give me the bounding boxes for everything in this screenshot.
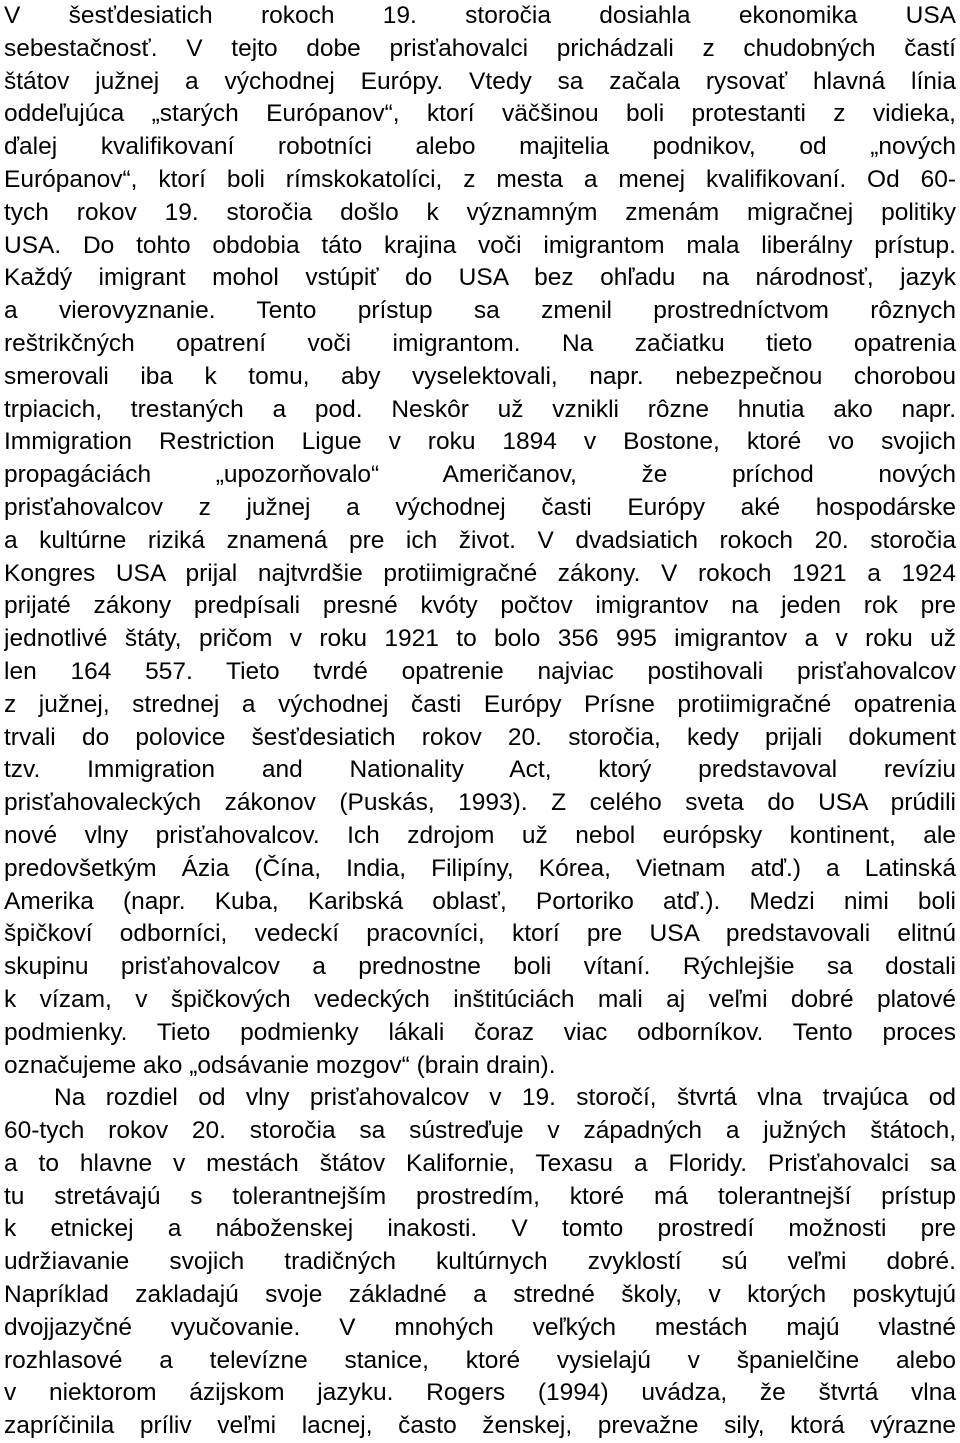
- text-line: tu stretávajú s tolerantnejším prostredím, ktoré má tolerantnejší prístup: [4, 1182, 956, 1210]
- text-line: v niektorom ázijskom jazyku. Rogers (1994) uvádza, že štvrtá vlna: [4, 1379, 956, 1407]
- text-line: reštrikčných opatrení voči imigrantom. Na začiatku tieto opatrenia: [4, 329, 956, 357]
- text-line: a to hlavne v mestách štátov Kalifornie, Texasu a Floridy. Prisťahovalci sa: [4, 1149, 956, 1177]
- text-line: štátov južnej a východnej Európy. Vtedy sa začala rysovať hlavná línia: [4, 67, 956, 95]
- paragraph-first-line: Na rozdiel od vlny prisťahovalcov v 19. storočí, štvrtá vlna trvajúca od: [54, 1084, 956, 1112]
- text-line: sebestačnosť. V tejto dobe prisťahovalci prichádzali z chudobných častí: [4, 34, 956, 62]
- text-line: udržiavanie svojich tradičných kultúrnych zvyklostí sú veľmi dobré.: [4, 1248, 956, 1276]
- text-line: prisťahovaleckých zákonov (Puskás, 1993). Z celého sveta do USA prúdili: [4, 789, 956, 817]
- text-line: V šesťdesiatich rokoch 19. storočia dosiahla ekonomika USA: [4, 2, 956, 29]
- text-line: z južnej, strednej a východnej časti Európy Prísne protiimigračné opatrenia: [4, 690, 956, 718]
- text-line: zapríčinila príliv veľmi lacnej, často ženskej, prevažne sily, ktorá výrazne: [4, 1412, 956, 1440]
- paragraph-last-line: označujeme ako „odsávanie mozgov“ (brain drain).: [4, 1051, 556, 1079]
- text-line: USA. Do tohto obdobia táto krajina voči imigrantom mala liberálny prístup.: [4, 231, 956, 259]
- text-line: k vízam, v špičkových vedeckých inštitúciách mali aj veľmi dobré platové: [4, 985, 956, 1013]
- text-line: Napríklad zakladajú svoje základné a stredné školy, v ktorých poskytujú: [4, 1281, 956, 1309]
- text-line: propagáciách „upozorňovalo“ Američanov, že príchod nových: [4, 461, 956, 489]
- document-page: [4, 0, 956, 1443]
- text-line: trpiacich, trestaných a pod. Neskôr už vznikli rôzne hnutia ako napr.: [4, 395, 956, 423]
- text-line: prisťahovalcov z južnej a východnej časti Európy aké hospodárske: [4, 493, 956, 521]
- text-line: Amerika (napr. Kuba, Karibská oblasť, Portoriko atď.). Medzi nimi boli: [4, 887, 956, 915]
- text-line: rozhlasové a televízne stanice, ktoré vysielajú v španielčine alebo: [4, 1346, 956, 1374]
- text-line: predovšetkým Ázia (Čína, India, Filipíny, Kórea, Vietnam atď.) a Latinská: [4, 854, 956, 882]
- text-line: a vierovyznanie. Tento prístup sa zmenil prostredníctvom rôznych: [4, 297, 956, 325]
- text-line: 60-tych rokov 20. storočia sa sústreďuje v západných a južných štátoch,: [4, 1117, 956, 1145]
- text-line: jednotlivé štáty, pričom v roku 1921 to bolo 356 995 imigrantov a v roku už: [4, 625, 956, 653]
- text-line: skupinu prisťahovalcov a prednostne boli vítaní. Rýchlejšie sa dostali: [4, 953, 956, 981]
- text-line: podmienky. Tieto podmienky lákali čoraz viac odborníkov. Tento proces: [4, 1018, 956, 1046]
- text-line: tych rokov 19. storočia došlo k významným zmenám migračnej politiky: [4, 198, 956, 226]
- text-line: Kongres USA prijal najtvrdšie protiimigračné zákony. V rokoch 1921 a 1924: [4, 559, 956, 587]
- text-line: Immigration Restriction Ligue v roku 1894 v Bostone, ktoré vo svojich: [4, 428, 956, 456]
- text-line: k etnickej a náboženskej inakosti. V tomto prostredí možnosti pre: [4, 1215, 956, 1243]
- text-line: dvojjazyčné vyučovanie. V mnohých veľkých mestách majú vlastné: [4, 1313, 956, 1341]
- text-line: špičkoví odborníci, vedeckí pracovníci, ktorí pre USA predstavovali elitnú: [4, 920, 956, 948]
- text-line: ďalej kvalifikovaní robotníci alebo majitelia podnikov, od „nových: [4, 133, 956, 161]
- text-line: nové vlny prisťahovalcov. Ich zdrojom už nebol európsky kontinent, ale: [4, 821, 956, 849]
- text-line: Európanov“, ktorí boli rímskokatolíci, z mesta a menej kvalifikovaní. Od 60-: [4, 165, 956, 193]
- text-line: oddeľujúca „starých Európanov“, ktorí väčšinou boli protestanti z vidieka,: [4, 100, 956, 128]
- text-line: a kultúrne riziká znamená pre ich život. V dvadsiatich rokoch 20. storočia: [4, 526, 956, 554]
- text-line: trvali do polovice šesťdesiatich rokov 20. storočia, kedy prijali dokument: [4, 723, 956, 751]
- text-line: tzv. Immigration and Nationality Act, ktorý predstavoval revíziu: [4, 756, 956, 784]
- text-line: smerovali iba k tomu, aby vyselektovali, napr. nebezpečnou chorobou: [4, 362, 956, 390]
- text-line: len 164 557. Tieto tvrdé opatrenie najviac postihovali prisťahovalcov: [4, 657, 956, 685]
- text-line: prijaté zákony predpísali presné kvóty počtov imigrantov na jeden rok pre: [4, 592, 956, 620]
- text-line: Každý imigrant mohol vstúpiť do USA bez ohľadu na národnosť, jazyk: [4, 264, 956, 292]
